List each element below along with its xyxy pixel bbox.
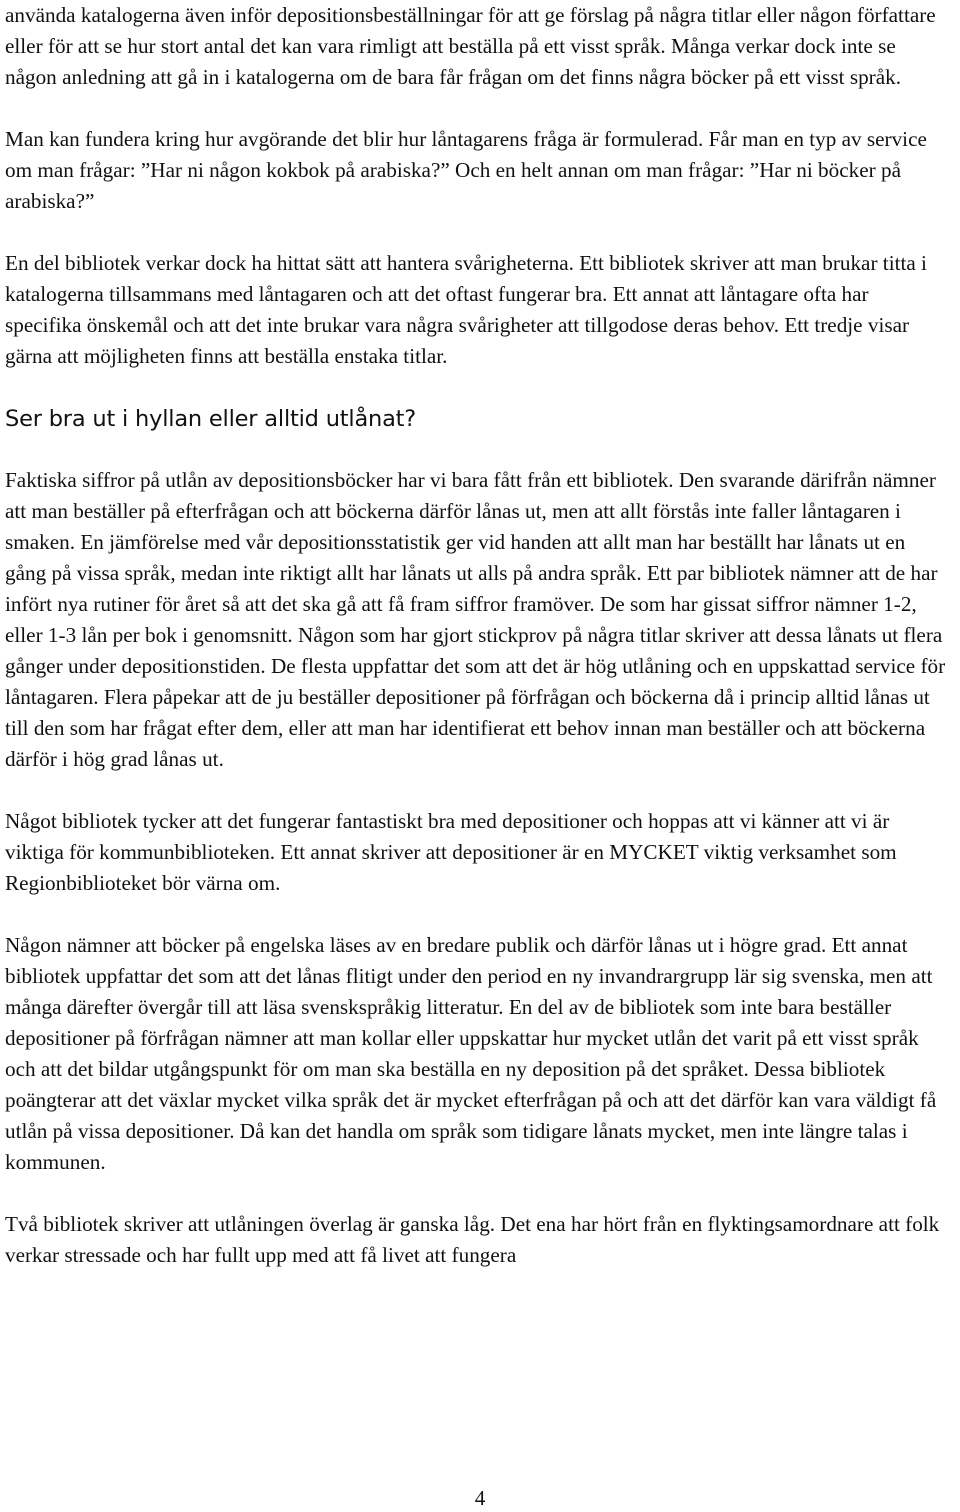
paragraph: Två bibliotek skriver att utlåningen överlag är ganska låg. Det ena har hört från en flyktingsamordnare att folk verkar stressade och har fullt upp med att få livet att fungera bbox=[5, 1212, 940, 1267]
paragraph: använda katalogerna även inför depositionsbeställningar för att ge förslag på några titlar eller någon författare eller för att se hur stort antal det kan vara rimligt att beställa på ett visst språk. Många verkar dock inte se någon anledning att gå in i katalogerna om de bara får frågan om det finns några böcker på ett visst språk. bbox=[5, 3, 936, 89]
page-number: 4 bbox=[474, 1486, 486, 1510]
paragraph: Någon nämner att böcker på engelska läses av en bredare publik och därför lånas ut i högre grad. Ett annat bibliotek uppfattar det som att det lånas flitigt under den period en ny invandrargrupp lär sig svenska, men att många därefter övergår till att läsa svenskspråkig litteratur. En del av de bibliotek som inte bara beställer depositioner på förfrågan nämner att man kollar eller uppskattar hur mycket utlån det varit på ett visst språk och att det bildar utgångspunkt för om man ska beställa en ny deposition på det språket. Dessa bibliotek poängterar att det växlar mycket vilka språk det är mycket efterfrågan på och att det därför kan vara väldigt få utlån på vissa depositioner. Då kan det handla om språk som tidigare lånats mycket, men inte längre talas i kommunen. bbox=[5, 933, 937, 1174]
paragraph: Man kan fundera kring hur avgörande det blir hur låntagarens fråga är formulerad. Får man en typ av service om man frågar: ”Har ni någon kokbok på arabiska?” Och en helt annan om man frågar: ”Har ni böcker på arabiska?” bbox=[5, 127, 927, 213]
paragraph: Faktiska siffror på utlån av depositionsböcker har vi bara fått från ett bibliotek. Den svarande därifrån nämner att man beställer på efterfrågan och att böckerna därför lånas ut, men att allt förstås inte faller låntagaren i smaken. En jämförelse med vår depositionsstatistik ger vid handen att allt man har beställt har lånats ut en gång på vissa språk, medan inte riktigt allt har lånats ut alls på andra språk. Ett par bibliotek nämner att de har infört nya rutiner för året så att det ska gå att få fram siffror framöver. De som har gissat siffror nämner 1-2, eller 1-3 lån per bok i genomsnitt. Någon som har gjort stickprov på några titlar skriver att dessa lånats ut flera gånger under depositionstiden. De flesta uppfattar det som att det är hög utlåning och en uppskattad service för låntagaren. Flera påpekar att de ju beställer depositioner på förfrågan och böckerna då i princip alltid lånas ut till den som har frågat efter dem, eller att man har identifierat ett behov innan man beställer och att böckerna därför i hög grad lånas ut. bbox=[5, 468, 946, 771]
section-heading: Ser bra ut i hyllan eller alltid utlånat? bbox=[5, 406, 417, 432]
paragraph: Något bibliotek tycker att det fungerar fantastiskt bra med depositioner och hoppas att vi känner att vi är viktiga för kommunbiblioteken. Ett annat skriver att depositioner är en MYCKET viktig verksamhet som Regionbiblioteket bör värna om. bbox=[5, 809, 897, 895]
paragraph: En del bibliotek verkar dock ha hittat sätt att hantera svårigheterna. Ett bibliotek skriver att man brukar titta i katalogerna tillsammans med låntagaren och att det oftast fungerar bra. Ett annat att låntagare ofta har specifika önskemål och att det inte brukar vara några svårigheter att tillgodose deras behov. Ett tredje visar gärna att möjligheten finns att beställa enstaka titlar. bbox=[5, 251, 927, 368]
